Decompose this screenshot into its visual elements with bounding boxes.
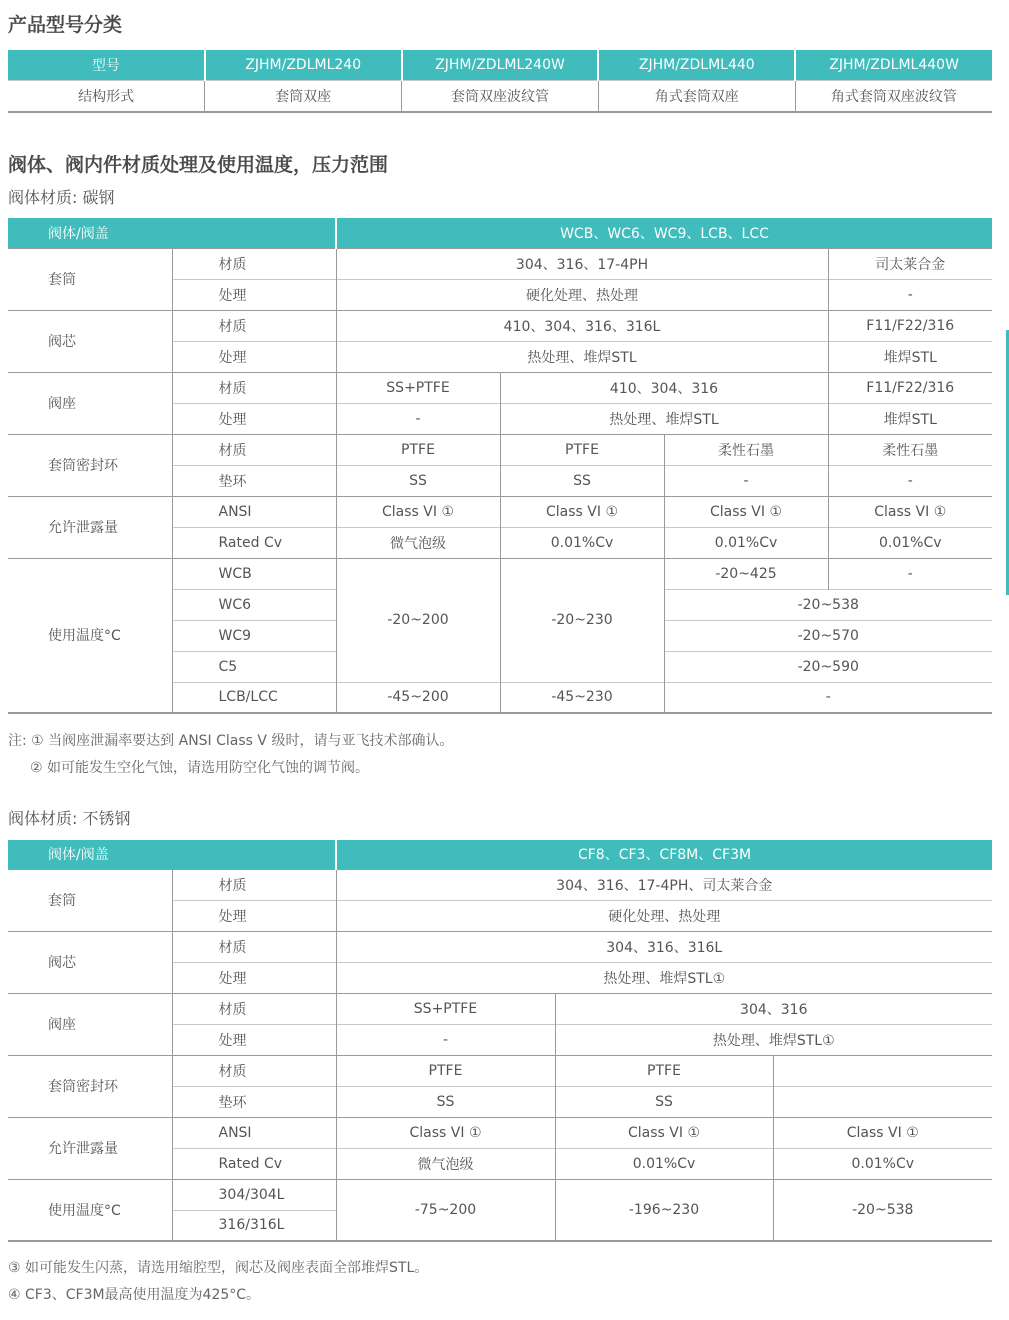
value-cell: SS [500,465,664,496]
model-row-cell: 角式套筒双座波纹管 [795,80,992,112]
value-cell: - [664,682,992,713]
group-seat: 阀座 [8,372,172,434]
value-cell: 热处理、堆焊STL① [555,1024,992,1055]
value-cell: - [664,465,828,496]
label-treatment: 处理 [172,900,336,931]
label-wc6: WC6 [172,589,336,620]
label-wcb: WCB [172,558,336,589]
group-sleeve-seal: 套筒密封环 [8,1055,172,1117]
value-cell: - [336,403,500,434]
label-304-304l: 304/304L [172,1179,336,1210]
value-cell: 硬化处理、热处理 [336,900,992,931]
value-cell: -20~200 [336,558,500,682]
value-cell: Class VI ① [664,496,828,527]
section-title-materials: 阀体、阀内件材质处理及使用温度，压力范围 [8,154,389,176]
label-ansi: ANSI [172,1117,336,1148]
value-cell: 柔性石墨 [828,434,992,465]
value-cell: 410、304、316、316L [336,310,828,341]
empty-cell [773,1055,992,1086]
label-treatment: 处理 [172,962,336,993]
value-cell: -196~230 [555,1179,773,1241]
value-cell: 410、304、316 [500,372,828,403]
value-cell: 304、316、17-4PH [336,248,828,279]
label-material: 材质 [172,248,336,279]
group-temperature: 使用温度°C [8,1179,172,1241]
value-cell: Class VI ① [828,496,992,527]
value-cell: SS+PTFE [336,993,555,1024]
value-cell: 微气泡级 [336,1148,555,1179]
model-row-cell: 角式套筒双座 [598,80,795,112]
group-temperature: 使用温度°C [8,558,172,713]
value-cell: Class VI ① [336,1117,555,1148]
subtitle-carbon-steel: 阀体材质: 碳钢 [8,188,115,207]
value-cell: -20~230 [500,558,664,682]
value-cell: F11/F22/316 [828,310,992,341]
label-316-316l: 316/316L [172,1210,336,1241]
group-sleeve: 套筒 [8,869,172,931]
model-header-cell: ZJHM/ZDLML440 [598,50,795,80]
value-cell: 热处理、堆焊STL [500,403,828,434]
value-cell: F11/F22/316 [828,372,992,403]
value-cell: -20~538 [664,589,992,620]
value-cell: - [828,465,992,496]
label-material: 材质 [172,931,336,962]
label-rated-cv: Rated Cv [172,1148,336,1179]
value-cell: 0.01%Cv [828,527,992,558]
note-4: ④ CF3、CF3M最高使用温度为425°C。 [8,1287,261,1303]
body-bonnet-header: 阀体/阀盖 [8,840,336,869]
note-1: 注: ① 当阀座泄漏率要达到 ANSI Class V 级时，请与亚飞技术部确认。 [8,733,454,749]
label-material: 材质 [172,434,336,465]
label-material: 材质 [172,1055,336,1086]
value-cell: -20~538 [773,1179,992,1241]
value-cell: PTFE [500,434,664,465]
value-cell: 微气泡级 [336,527,500,558]
value-cell: - [828,558,992,589]
value-cell: SS [336,465,500,496]
value-cell: -75~200 [336,1179,555,1241]
group-plug: 阀芯 [8,931,172,993]
value-cell: -45~200 [336,682,500,713]
value-cell: 304、316 [555,993,992,1024]
value-cell: - [828,279,992,310]
stainless-steel-table [8,840,992,1242]
value-cell: Class VI ① [500,496,664,527]
label-rated-cv: Rated Cv [172,527,336,558]
body-material-header: WCB、WC6、WC9、LCB、LCC [336,218,992,248]
value-cell: - [336,1024,555,1055]
label-material: 材质 [172,993,336,1024]
label-ansi: ANSI [172,496,336,527]
value-cell: 柔性石墨 [664,434,828,465]
label-treatment: 处理 [172,403,336,434]
model-header-cell: ZJHM/ZDLML440W [795,50,992,80]
model-header-cell: ZJHM/ZDLML240W [402,50,599,80]
model-header-cell: 型号 [8,50,205,80]
note-3: ③ 如可能发生闪蒸，请选用缩腔型，阀芯及阀座表面全部堆焊STL。 [8,1260,429,1276]
value-cell: Class VI ① [773,1117,992,1148]
value-cell: SS [336,1086,555,1117]
value-cell: 堆焊STL [828,341,992,372]
value-cell: 0.01%Cv [664,527,828,558]
model-row-label: 结构形式 [8,80,205,112]
value-cell: SS+PTFE [336,372,500,403]
label-c5: C5 [172,651,336,682]
label-treatment: 处理 [172,341,336,372]
body-material-header: CF8、CF3、CF8M、CF3M [336,840,992,869]
value-cell: 304、316、316L [336,931,992,962]
note-2: ② 如可能发生空化气蚀，请选用防空化气蚀的调节阀。 [30,760,369,776]
group-sleeve-seal: 套筒密封环 [8,434,172,496]
group-seat: 阀座 [8,993,172,1055]
value-cell: PTFE [555,1055,773,1086]
model-header-cell: ZJHM/ZDLML240 [205,50,402,80]
label-treatment: 处理 [172,1024,336,1055]
body-bonnet-header: 阀体/阀盖 [8,218,336,248]
label-gasket: 垫环 [172,1086,336,1117]
label-wc9: WC9 [172,620,336,651]
model-row-cell: 套筒双座波纹管 [402,80,599,112]
group-sleeve: 套筒 [8,248,172,310]
group-leakage: 允许泄露量 [8,496,172,558]
value-cell: PTFE [336,434,500,465]
value-cell: PTFE [336,1055,555,1086]
value-cell: -20~425 [664,558,828,589]
value-cell: 热处理、堆焊STL① [336,962,992,993]
model-row-cell: 套筒双座 [205,80,402,112]
model-table [8,50,992,113]
label-material: 材质 [172,869,336,900]
value-cell: 0.01%Cv [500,527,664,558]
label-gasket: 垫环 [172,465,336,496]
label-material: 材质 [172,310,336,341]
label-lcb-lcc: LCB/LCC [172,682,336,713]
value-cell: -45~230 [500,682,664,713]
value-cell: 硬化处理、热处理 [336,279,828,310]
value-cell: 热处理、堆焊STL [336,341,828,372]
value-cell: 0.01%Cv [773,1148,992,1179]
value-cell: 0.01%Cv [555,1148,773,1179]
section-title-models: 产品型号分类 [8,14,123,36]
value-cell: -20~570 [664,620,992,651]
value-cell: 司太莱合金 [828,248,992,279]
value-cell: Class VI ① [555,1117,773,1148]
label-material: 材质 [172,372,336,403]
value-cell: SS [555,1086,773,1117]
label-treatment: 处理 [172,279,336,310]
value-cell: 304、316、17-4PH、司太莱合金 [336,869,992,900]
group-plug: 阀芯 [8,310,172,372]
subtitle-stainless-steel: 阀体材质: 不锈钢 [8,809,131,828]
value-cell: 堆焊STL [828,403,992,434]
empty-cell [773,1086,992,1117]
group-leakage: 允许泄露量 [8,1117,172,1179]
carbon-steel-table [8,218,992,714]
value-cell: Class VI ① [336,496,500,527]
value-cell: -20~590 [664,651,992,682]
